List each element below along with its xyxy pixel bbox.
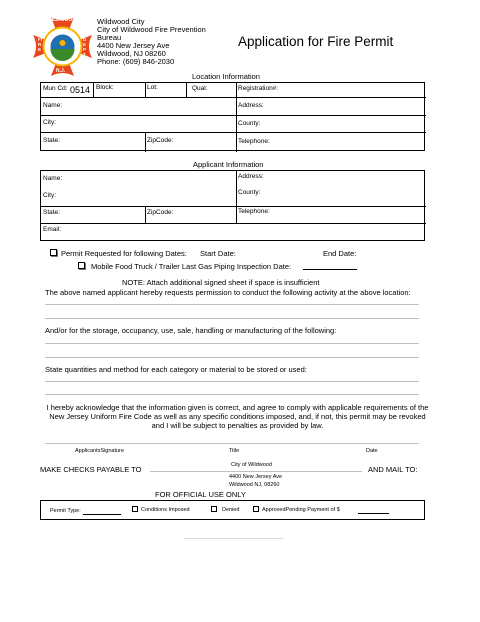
location-telephone-label: Telephone: (238, 138, 270, 145)
location-city-label: City: (43, 119, 56, 126)
activity-line[interactable] (45, 318, 419, 319)
applicant-signature-label: ApplicantsSignature (75, 448, 124, 454)
page-title: Application for Fire Permit (238, 34, 394, 49)
org-line: Phone: (609) 846-2030 (97, 57, 175, 66)
denied-checkbox[interactable] (211, 506, 217, 512)
block-label: Block: (96, 84, 114, 91)
quantities-line[interactable] (45, 381, 419, 382)
checks-payable-label: MAKE CHECKS PAYABLE TO (40, 465, 142, 474)
activity-prompt: The above named applicant hereby requests permission to conduct the following activity at the above location: (45, 288, 411, 297)
storage-line[interactable] (45, 343, 419, 344)
org-line: Wildwood, NJ 08260 (97, 49, 166, 58)
signature-line[interactable] (45, 443, 419, 444)
applicant-city-label: City: (43, 192, 56, 199)
permit-dates-checkbox[interactable] (50, 249, 57, 256)
location-zip-label: ZipCode: (147, 137, 174, 144)
org-line: Wildwood City (97, 17, 145, 26)
approved-pending-checkbox[interactable] (253, 506, 259, 512)
mail-address-line2: Wildwood NJ, 08260 (229, 482, 280, 488)
permit-type-label: Permit Type: (50, 508, 81, 514)
conditions-imposed-label: Conditions Imposed (141, 507, 190, 513)
storage-line[interactable] (45, 357, 419, 358)
location-address-label: Address: (238, 102, 264, 109)
applicant-name-label: Name: (43, 175, 63, 182)
end-date-label: End Date: (323, 249, 357, 258)
acknowledgement-text: I hereby acknowledge that the information given is correct, and agree to comply with applicable requirements of the New Jersey Uniform Fire Code as well as any specific conditions imposed, and, if not, this permit may be revoked and I will be subject to penalties as provided by law. (46, 403, 429, 430)
logo-bottom-text: N.J. (56, 68, 66, 74)
org-line: Bureau (97, 33, 122, 42)
registration-label: Registration#: (238, 85, 279, 92)
logo-left-text: FIRE (38, 37, 42, 52)
activity-line[interactable] (45, 304, 419, 305)
conditions-imposed-checkbox[interactable] (132, 506, 138, 512)
qual-label: Qual: (192, 85, 208, 92)
payment-amount-line[interactable] (358, 513, 389, 514)
start-date-label: Start Date: (200, 249, 236, 258)
applicant-email-label: Email: (43, 226, 62, 233)
quantities-line[interactable] (45, 394, 419, 395)
quantities-prompt: State quantities and method for each category or material to be stored or used: (45, 365, 307, 374)
permit-dates-label: Permit Requested for following Dates: (61, 249, 187, 258)
location-name-label: Name: (43, 102, 63, 109)
lot-label: Lot: (147, 84, 158, 91)
mail-address-line1: 4400 New Jersey Ave (229, 474, 283, 480)
city-seal-logo (31, 15, 94, 78)
footer-line (184, 538, 283, 539)
mail-to-label: AND MAIL TO: (368, 465, 418, 474)
date-label: Date (366, 448, 378, 454)
insufficient-space-note: NOTE: Attach additional signed sheet if space is insufficient (122, 278, 320, 287)
food-truck-checkbox[interactable] (78, 262, 85, 269)
applicant-info-box (40, 170, 425, 241)
logo-top-text: WILDWOOD (47, 17, 76, 23)
org-line: City of Wildwood Fire Prevention (97, 25, 206, 34)
applicant-address-label: Address: (238, 173, 264, 180)
logo-right-text: DEPT (83, 37, 87, 57)
approved-pending-label: ApprovedPending Payment of $ (262, 507, 340, 513)
org-line: 4400 New Jersey Ave (97, 41, 170, 50)
applicant-telephone-label: Telephone: (238, 208, 270, 215)
title-label: Title (229, 448, 240, 454)
food-truck-label: Mobile Food Truck / Trailer Last Gas Piping Inspection Date: (91, 262, 292, 271)
applicant-state-label: State: (43, 209, 60, 216)
denied-label: Denied (222, 507, 240, 513)
applicant-county-label: County: (238, 189, 261, 196)
location-county-label: County: (238, 120, 261, 127)
applicant-zip-label: ZipCode: (147, 209, 174, 216)
official-use-title: FOR OFFICIAL USE ONLY (155, 490, 246, 499)
permit-type-line[interactable] (83, 514, 121, 515)
location-section-title: Location Information (192, 72, 260, 81)
payee-name: City of Wildwood (231, 462, 272, 468)
inspection-date-line[interactable] (303, 269, 357, 270)
organization-block (97, 18, 206, 66)
applicant-section-title: Applicant Information (193, 160, 264, 169)
mun-cd-label: Mun Cd: (43, 85, 68, 92)
location-state-label: State: (43, 137, 60, 144)
mun-cd-value[interactable]: 0514 (70, 85, 91, 95)
payee-line (150, 471, 362, 472)
storage-prompt: And/or for the storage, occupancy, use, sale, handling or manufacturing of the following: (45, 326, 337, 335)
location-info-box (40, 82, 425, 151)
